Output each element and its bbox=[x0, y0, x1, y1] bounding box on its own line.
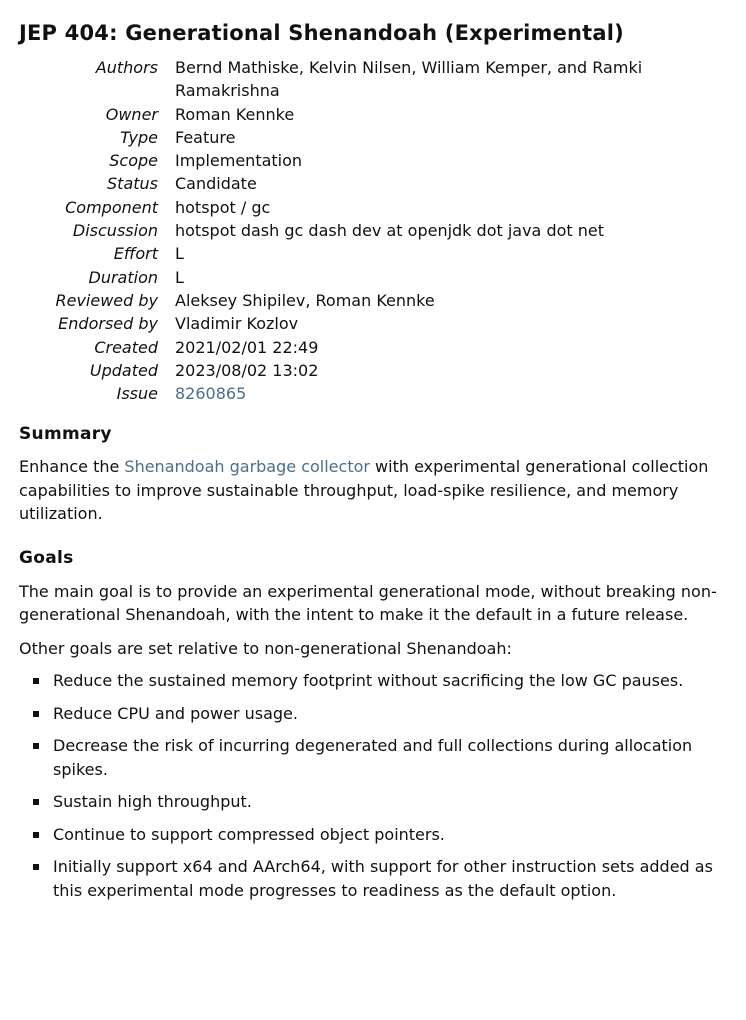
goal-list-item bbox=[19, 790, 727, 814]
metadata-value: L bbox=[175, 267, 184, 287]
metadata-row bbox=[19, 289, 715, 312]
shenandoah-gc-link[interactable]: Shenandoah garbage collector bbox=[124, 457, 370, 477]
goal-list-item bbox=[19, 669, 727, 693]
metadata-key: Type bbox=[120, 127, 158, 147]
metadata-value: L bbox=[175, 244, 184, 264]
metadata-row bbox=[19, 242, 715, 265]
metadata-key: Duration bbox=[88, 267, 158, 287]
goal-list-item bbox=[19, 855, 727, 902]
issue-link[interactable]: 8260865 bbox=[175, 384, 247, 404]
metadata-key: Issue bbox=[116, 384, 158, 404]
metadata-value bbox=[175, 382, 715, 405]
metadata-value: 2021/02/01 22:49 bbox=[175, 337, 319, 357]
metadata-key: Effort bbox=[113, 244, 158, 264]
goal-text: Reduce the sustained memory footprint without sacrificing the low GC pauses. bbox=[53, 671, 684, 691]
metadata-value: hotspot / gc bbox=[175, 197, 271, 217]
metadata-value: Bernd Mathiske, Kelvin Nilsen, William Kemper, and Ramki Ramakrishna bbox=[175, 58, 643, 101]
goals-heading: Goals bbox=[19, 547, 74, 568]
metadata-key: Component bbox=[65, 197, 158, 217]
goal-text: Sustain high throughput. bbox=[53, 792, 252, 812]
metadata-row bbox=[19, 266, 715, 289]
bullet-icon bbox=[33, 711, 39, 717]
goal-text: Continue to support compressed object pointers. bbox=[53, 824, 445, 844]
metadata-key: Scope bbox=[109, 151, 158, 171]
metadata-key: Discussion bbox=[72, 221, 158, 241]
metadata-value: hotspot dash gc dash dev at openjdk dot java dot net bbox=[175, 221, 605, 241]
metadata-row bbox=[19, 172, 715, 195]
metadata-row bbox=[19, 103, 715, 126]
metadata-value: 2023/08/02 13:02 bbox=[175, 360, 319, 380]
metadata-table bbox=[19, 56, 715, 405]
metadata-row bbox=[19, 359, 715, 382]
goals-paragraph-main: The main goal is to provide an experimental generational mode, without breaking non-generational Shenandoah, with the intent to make it the default in a future release. bbox=[19, 581, 717, 625]
summary-text-before: Enhance the bbox=[19, 457, 125, 477]
bullet-icon bbox=[33, 864, 39, 870]
metadata-row bbox=[19, 149, 715, 172]
metadata-row bbox=[19, 56, 715, 103]
summary-text-after: with experimental generational collection capabilities to improve sustainable throughput, load-spike resilience, and memory utilization. bbox=[19, 457, 709, 524]
metadata-value: Candidate bbox=[175, 174, 257, 194]
metadata-key: Owner bbox=[105, 104, 158, 124]
metadata-row bbox=[19, 196, 715, 219]
bullet-icon bbox=[33, 678, 39, 684]
metadata-row bbox=[19, 126, 715, 149]
metadata-row bbox=[19, 336, 715, 359]
goals-list bbox=[19, 669, 727, 902]
goal-list-item bbox=[19, 823, 727, 847]
metadata-value: Vladimir Kozlov bbox=[175, 314, 299, 334]
goal-list-item bbox=[19, 702, 727, 726]
jep-page bbox=[19, 0, 727, 902]
goal-text: Initially support x64 and AArch64, with support for other instruction sets added as this experimental mode progresses to readiness as the default option. bbox=[53, 857, 713, 900]
metadata-value: Aleksey Shipilev, Roman Kennke bbox=[175, 290, 435, 310]
metadata-value: Feature bbox=[175, 127, 236, 147]
goals-paragraph-relative: Other goals are set relative to non-generational Shenandoah: bbox=[19, 638, 512, 658]
summary-paragraph bbox=[19, 455, 719, 526]
metadata-value: Implementation bbox=[175, 151, 303, 171]
metadata-row bbox=[19, 382, 715, 405]
summary-heading: Summary bbox=[19, 424, 112, 445]
metadata-row bbox=[19, 312, 715, 335]
metadata-key: Updated bbox=[89, 360, 158, 380]
metadata-key: Created bbox=[94, 337, 158, 357]
metadata-key: Endorsed by bbox=[58, 314, 158, 334]
bullet-icon bbox=[33, 799, 39, 805]
bullet-icon bbox=[33, 743, 39, 749]
metadata-value: Roman Kennke bbox=[175, 104, 295, 124]
goal-text: Decrease the risk of incurring degenerated and full collections during allocation spikes. bbox=[53, 736, 693, 779]
metadata-key: Status bbox=[107, 174, 158, 194]
goal-text: Reduce CPU and power usage. bbox=[53, 703, 298, 723]
goal-list-item bbox=[19, 734, 727, 781]
bullet-icon bbox=[33, 832, 39, 838]
metadata-row bbox=[19, 219, 715, 242]
metadata-key: Authors bbox=[95, 58, 158, 77]
page-title: JEP 404: Generational Shenandoah (Experimental) bbox=[19, 21, 624, 45]
metadata-key: Reviewed by bbox=[55, 290, 158, 310]
